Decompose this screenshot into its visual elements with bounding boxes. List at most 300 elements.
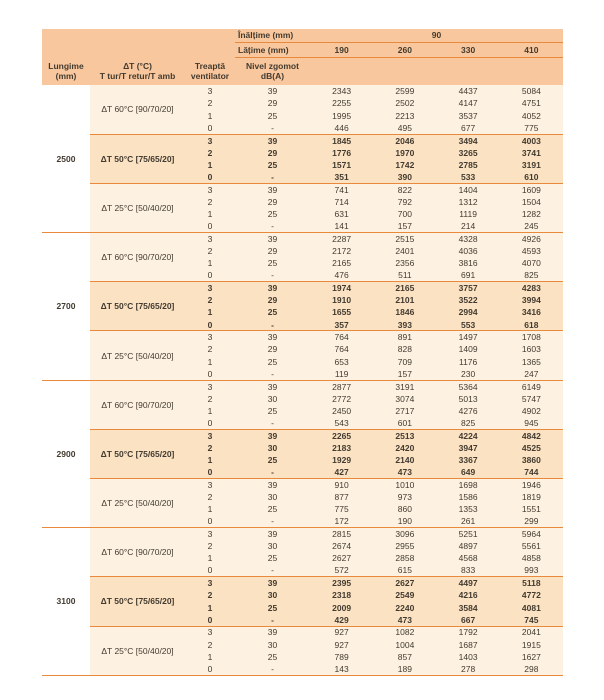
capacity-value-cell: 247 <box>500 368 563 380</box>
capacity-value-cell: 2318 <box>310 589 373 601</box>
noise-level-cell: 30 <box>235 540 310 552</box>
capacity-table <box>42 29 563 676</box>
noise-level-cell: 39 <box>235 331 310 343</box>
capacity-value-cell: 2627 <box>310 552 373 564</box>
capacity-value-cell: 2046 <box>373 134 436 146</box>
noise-level-cell: 25 <box>235 405 310 417</box>
fan-speed-cell: 0 <box>185 122 235 134</box>
capacity-value-cell: 2101 <box>373 294 436 306</box>
capacity-value-cell: 825 <box>500 269 563 281</box>
header-row-columns <box>42 57 563 85</box>
capacity-value-cell: 3947 <box>437 442 500 454</box>
noise-level-cell: 39 <box>235 134 310 146</box>
noise-level-column-header <box>235 57 310 85</box>
fan-speed-cell: 1 <box>185 503 235 515</box>
capacity-value-cell: 393 <box>373 319 436 331</box>
fan-speed-cell: 3 <box>185 233 235 245</box>
fan-speed-cell: 2 <box>185 540 235 552</box>
capacity-value-cell: 2420 <box>373 442 436 454</box>
noise-level-cell: - <box>235 319 310 331</box>
capacity-value-cell: 822 <box>373 183 436 195</box>
capacity-value-cell: 4902 <box>500 405 563 417</box>
capacity-value-cell: 5964 <box>500 528 563 540</box>
capacity-value-cell: 1974 <box>310 282 373 294</box>
capacity-value-cell: 2815 <box>310 528 373 540</box>
capacity-value-cell: 3096 <box>373 528 436 540</box>
capacity-value-cell: 2502 <box>373 97 436 109</box>
capacity-value-cell: 189 <box>373 663 436 675</box>
capacity-value-cell: 190 <box>373 515 436 527</box>
lungime-cell: 2700 <box>42 233 90 381</box>
noise-level-cell: - <box>235 417 310 429</box>
fan-speed-header-line2: ventilator <box>190 71 230 81</box>
noise-level-cell: - <box>235 466 310 478</box>
capacity-value-cell: 792 <box>373 196 436 208</box>
latime-value-260: 260 <box>373 42 436 57</box>
capacity-value-cell: 1846 <box>373 306 436 318</box>
capacity-value-cell: 429 <box>310 614 373 626</box>
capacity-value-cell: 3757 <box>437 282 500 294</box>
fan-speed-cell: 3 <box>185 577 235 589</box>
capacity-value-cell: 6149 <box>500 380 563 392</box>
header-corner-cell <box>42 29 235 57</box>
capacity-value-cell: 615 <box>373 565 436 577</box>
capacity-value-cell: 4751 <box>500 97 563 109</box>
capacity-value-cell: 618 <box>500 319 563 331</box>
noise-level-cell: 29 <box>235 196 310 208</box>
lungime-cell: 2900 <box>42 380 90 528</box>
capacity-value-cell: 4283 <box>500 282 563 294</box>
fan-speed-cell: 1 <box>185 208 235 220</box>
capacity-value-cell: 533 <box>437 171 500 183</box>
capacity-value-cell: 1571 <box>310 159 373 171</box>
fan-speed-cell: 2 <box>185 491 235 503</box>
fan-speed-cell: 2 <box>185 442 235 454</box>
capacity-value-cell: 1995 <box>310 110 373 122</box>
capacity-value-cell: 2627 <box>373 577 436 589</box>
fan-speed-cell: 3 <box>185 429 235 441</box>
noise-level-cell: 39 <box>235 380 310 392</box>
capacity-value-cell: 299 <box>500 515 563 527</box>
capacity-value-cell: 4081 <box>500 601 563 613</box>
noise-level-cell: 30 <box>235 638 310 650</box>
delta-t-group-label: ΔT 50°C [75/65/20] <box>90 134 185 183</box>
fan-speed-cell: 3 <box>185 183 235 195</box>
capacity-value-cell: 4437 <box>437 85 500 97</box>
noise-level-cell: 29 <box>235 343 310 355</box>
capacity-value-cell: 245 <box>500 220 563 232</box>
noise-level-cell: 39 <box>235 233 310 245</box>
fan-speed-cell: 0 <box>185 269 235 281</box>
capacity-value-cell: 828 <box>373 343 436 355</box>
fan-speed-cell: 1 <box>185 601 235 613</box>
fan-speed-cell: 3 <box>185 479 235 491</box>
capacity-value-cell: 877 <box>310 491 373 503</box>
capacity-value-cell: 1687 <box>437 638 500 650</box>
header-row-inaltime <box>42 29 563 42</box>
capacity-value-cell: 3860 <box>500 454 563 466</box>
capacity-value-cell: 119 <box>310 368 373 380</box>
latime-value-410: 410 <box>500 42 563 57</box>
noise-level-cell: 39 <box>235 85 310 97</box>
capacity-value-cell: 745 <box>500 614 563 626</box>
capacity-value-cell: 3494 <box>437 134 500 146</box>
capacity-value-cell: 4497 <box>437 577 500 589</box>
fan-speed-cell: 1 <box>185 405 235 417</box>
capacity-value-cell: 833 <box>437 565 500 577</box>
inaltime-value: 90 <box>310 29 563 42</box>
capacity-value-cell: 1603 <box>500 343 563 355</box>
capacity-value-cell: 825 <box>437 417 500 429</box>
capacity-value-cell: 653 <box>310 356 373 368</box>
capacity-value-cell: 1819 <box>500 491 563 503</box>
capacity-value-cell: 4052 <box>500 110 563 122</box>
noise-level-cell: - <box>235 269 310 281</box>
fan-speed-cell: 3 <box>185 626 235 638</box>
table-row <box>42 85 563 97</box>
fan-speed-cell: 0 <box>185 515 235 527</box>
fan-speed-cell: 3 <box>185 134 235 146</box>
capacity-value-cell: 511 <box>373 269 436 281</box>
noise-level-cell: 39 <box>235 183 310 195</box>
capacity-value-cell: 261 <box>437 515 500 527</box>
noise-level-cell: - <box>235 515 310 527</box>
fan-speed-cell: 2 <box>185 97 235 109</box>
capacity-value-cell: 495 <box>373 122 436 134</box>
table-row <box>42 626 563 638</box>
capacity-value-cell: 2599 <box>373 85 436 97</box>
capacity-value-cell: 1910 <box>310 294 373 306</box>
latime-value-190: 190 <box>310 42 373 57</box>
fan-speed-header-line1: Treaptă <box>194 61 226 71</box>
capacity-value-cell: 5364 <box>437 380 500 392</box>
capacity-value-cell: 857 <box>373 651 436 663</box>
capacity-value-cell: 1698 <box>437 479 500 491</box>
fan-speed-cell: 0 <box>185 466 235 478</box>
delta-t-group-label: ΔT 60°C [90/70/20] <box>90 233 185 282</box>
fan-speed-cell: 2 <box>185 638 235 650</box>
capacity-value-cell: 4036 <box>437 245 500 257</box>
capacity-value-cell: 351 <box>310 171 373 183</box>
capacity-value-cell: 1845 <box>310 134 373 146</box>
table-header <box>42 29 563 85</box>
capacity-value-cell: 157 <box>373 368 436 380</box>
capacity-value-cell: 2395 <box>310 577 373 589</box>
capacity-value-cell: 610 <box>500 171 563 183</box>
table-row <box>42 380 563 392</box>
datasheet-page <box>42 29 563 676</box>
capacity-value-cell: 2140 <box>373 454 436 466</box>
capacity-value-cell: 3367 <box>437 454 500 466</box>
capacity-value-cell: 446 <box>310 122 373 134</box>
table-row <box>42 134 563 146</box>
noise-level-cell: 25 <box>235 503 310 515</box>
capacity-value-cell: 2450 <box>310 405 373 417</box>
capacity-value-cell: 2994 <box>437 306 500 318</box>
capacity-value-cell: 427 <box>310 466 373 478</box>
noise-level-cell: - <box>235 220 310 232</box>
noise-level-cell: - <box>235 171 310 183</box>
fan-speed-cell: 2 <box>185 245 235 257</box>
fan-speed-cell: 2 <box>185 196 235 208</box>
capacity-value-cell: 357 <box>310 319 373 331</box>
capacity-value-cell: 230 <box>437 368 500 380</box>
capacity-value-cell: 927 <box>310 638 373 650</box>
noise-level-cell: - <box>235 565 310 577</box>
fan-speed-cell: 1 <box>185 552 235 564</box>
capacity-value-cell: 5747 <box>500 392 563 404</box>
noise-level-cell: 30 <box>235 442 310 454</box>
fan-speed-column-header <box>185 57 235 85</box>
delta-t-group-label: ΔT 50°C [75/65/20] <box>90 282 185 331</box>
capacity-value-cell: 1792 <box>437 626 500 638</box>
fan-speed-cell: 1 <box>185 454 235 466</box>
capacity-value-cell: 473 <box>373 466 436 478</box>
capacity-value-cell: 3265 <box>437 146 500 158</box>
noise-level-cell: 39 <box>235 479 310 491</box>
capacity-value-cell: 2858 <box>373 552 436 564</box>
capacity-value-cell: 4593 <box>500 245 563 257</box>
capacity-value-cell: 1365 <box>500 356 563 368</box>
capacity-value-cell: 1946 <box>500 479 563 491</box>
header-filler-cell <box>310 57 563 85</box>
lungime-header-line1: Lungime <box>48 61 84 71</box>
capacity-value-cell: 4897 <box>437 540 500 552</box>
fan-speed-cell: 0 <box>185 171 235 183</box>
capacity-value-cell: 945 <box>500 417 563 429</box>
delta-t-header-line2: T tur/T retur/T amb <box>99 71 176 81</box>
capacity-value-cell: 1004 <box>373 638 436 650</box>
table-row <box>42 331 563 343</box>
delta-t-group-label: ΔT 60°C [90/70/20] <box>90 380 185 429</box>
capacity-value-cell: 3584 <box>437 601 500 613</box>
noise-level-cell: 39 <box>235 429 310 441</box>
noise-level-header-line2: dB(A) <box>260 71 285 82</box>
capacity-value-cell: 667 <box>437 614 500 626</box>
capacity-value-cell: 1627 <box>500 651 563 663</box>
lungime-column-header <box>42 57 90 85</box>
delta-t-group-label: ΔT 25°C [50/40/20] <box>90 479 185 528</box>
noise-level-cell: 25 <box>235 601 310 613</box>
noise-level-cell: 30 <box>235 392 310 404</box>
capacity-value-cell: 601 <box>373 417 436 429</box>
fan-speed-cell: 3 <box>185 528 235 540</box>
capacity-value-cell: 2265 <box>310 429 373 441</box>
capacity-value-cell: 1119 <box>437 208 500 220</box>
noise-level-cell: - <box>235 614 310 626</box>
capacity-value-cell: 4216 <box>437 589 500 601</box>
capacity-value-cell: 553 <box>437 319 500 331</box>
capacity-value-cell: 1010 <box>373 479 436 491</box>
capacity-value-cell: 1915 <box>500 638 563 650</box>
capacity-value-cell: 4842 <box>500 429 563 441</box>
capacity-value-cell: 2513 <box>373 429 436 441</box>
fan-speed-cell: 0 <box>185 663 235 675</box>
noise-level-cell: 29 <box>235 146 310 158</box>
noise-level-cell: 29 <box>235 294 310 306</box>
table-row <box>42 577 563 589</box>
capacity-value-cell: 3074 <box>373 392 436 404</box>
capacity-value-cell: 691 <box>437 269 500 281</box>
capacity-value-cell: 4276 <box>437 405 500 417</box>
capacity-value-cell: 4525 <box>500 442 563 454</box>
capacity-value-cell: 1082 <box>373 626 436 638</box>
noise-level-cell: 39 <box>235 528 310 540</box>
noise-level-cell: 29 <box>235 245 310 257</box>
delta-t-column-header <box>90 57 185 85</box>
capacity-value-cell: 157 <box>373 220 436 232</box>
table-row <box>42 282 563 294</box>
capacity-value-cell: 2343 <box>310 85 373 97</box>
fan-speed-cell: 1 <box>185 159 235 171</box>
capacity-value-cell: 1403 <box>437 651 500 663</box>
delta-t-group-label: ΔT 60°C [90/70/20] <box>90 528 185 577</box>
capacity-value-cell: 1551 <box>500 503 563 515</box>
capacity-value-cell: 1176 <box>437 356 500 368</box>
capacity-value-cell: 1609 <box>500 183 563 195</box>
capacity-value-cell: 764 <box>310 331 373 343</box>
capacity-value-cell: 1504 <box>500 196 563 208</box>
capacity-value-cell: 298 <box>500 663 563 675</box>
delta-t-group-label: ΔT 25°C [50/40/20] <box>90 626 185 675</box>
capacity-value-cell: 4858 <box>500 552 563 564</box>
capacity-value-cell: 1404 <box>437 183 500 195</box>
delta-t-group-label: ΔT 60°C [90/70/20] <box>90 85 185 134</box>
fan-speed-cell: 2 <box>185 392 235 404</box>
capacity-value-cell: 1742 <box>373 159 436 171</box>
noise-level-cell: 25 <box>235 257 310 269</box>
fan-speed-cell: 3 <box>185 282 235 294</box>
capacity-value-cell: 4328 <box>437 233 500 245</box>
capacity-value-cell: 3522 <box>437 294 500 306</box>
capacity-value-cell: 775 <box>500 122 563 134</box>
fan-speed-cell: 2 <box>185 343 235 355</box>
fan-speed-cell: 0 <box>185 319 235 331</box>
fan-speed-cell: 1 <box>185 651 235 663</box>
capacity-value-cell: 214 <box>437 220 500 232</box>
capacity-value-cell: 2515 <box>373 233 436 245</box>
capacity-value-cell: 741 <box>310 183 373 195</box>
capacity-value-cell: 1353 <box>437 503 500 515</box>
capacity-value-cell: 775 <box>310 503 373 515</box>
capacity-value-cell: 4224 <box>437 429 500 441</box>
fan-speed-cell: 0 <box>185 220 235 232</box>
capacity-value-cell: 2401 <box>373 245 436 257</box>
delta-t-group-label: ΔT 25°C [50/40/20] <box>90 331 185 380</box>
capacity-value-cell: 2785 <box>437 159 500 171</box>
fan-speed-cell: 1 <box>185 257 235 269</box>
capacity-value-cell: 3537 <box>437 110 500 122</box>
capacity-value-cell: 3191 <box>500 159 563 171</box>
capacity-value-cell: 5251 <box>437 528 500 540</box>
capacity-value-cell: 4568 <box>437 552 500 564</box>
fan-speed-cell: 1 <box>185 110 235 122</box>
capacity-value-cell: 1312 <box>437 196 500 208</box>
capacity-value-cell: 2877 <box>310 380 373 392</box>
delta-t-header-line1: ΔT (°C) <box>123 61 152 71</box>
delta-t-group-label: ΔT 50°C [75/65/20] <box>90 429 185 478</box>
fan-speed-cell: 3 <box>185 331 235 343</box>
capacity-value-cell: 5561 <box>500 540 563 552</box>
lungime-cell: 2500 <box>42 85 90 233</box>
noise-level-cell: 25 <box>235 651 310 663</box>
capacity-value-cell: 700 <box>373 208 436 220</box>
capacity-value-cell: 2955 <box>373 540 436 552</box>
capacity-value-cell: 2255 <box>310 97 373 109</box>
delta-t-group-label: ΔT 25°C [50/40/20] <box>90 183 185 232</box>
capacity-value-cell: 2165 <box>373 282 436 294</box>
capacity-value-cell: 1970 <box>373 146 436 158</box>
capacity-value-cell: 278 <box>437 663 500 675</box>
capacity-value-cell: 4147 <box>437 97 500 109</box>
capacity-value-cell: 789 <box>310 651 373 663</box>
capacity-value-cell: 473 <box>373 614 436 626</box>
capacity-value-cell: 1497 <box>437 331 500 343</box>
capacity-value-cell: 714 <box>310 196 373 208</box>
noise-level-cell: 29 <box>235 97 310 109</box>
capacity-value-cell: 649 <box>437 466 500 478</box>
fan-speed-cell: 1 <box>185 306 235 318</box>
noise-level-cell: - <box>235 122 310 134</box>
table-body <box>42 85 563 675</box>
capacity-value-cell: 5084 <box>500 85 563 97</box>
capacity-value-cell: 910 <box>310 479 373 491</box>
capacity-value-cell: 677 <box>437 122 500 134</box>
noise-level-cell: 39 <box>235 282 310 294</box>
latime-label: Lățime (mm) <box>235 42 310 57</box>
noise-level-cell: - <box>235 663 310 675</box>
capacity-value-cell: 2674 <box>310 540 373 552</box>
capacity-value-cell: 390 <box>373 171 436 183</box>
table-row <box>42 429 563 441</box>
capacity-value-cell: 2287 <box>310 233 373 245</box>
capacity-value-cell: 4926 <box>500 233 563 245</box>
capacity-value-cell: 476 <box>310 269 373 281</box>
capacity-value-cell: 141 <box>310 220 373 232</box>
noise-level-cell: 25 <box>235 552 310 564</box>
capacity-value-cell: 1776 <box>310 146 373 158</box>
capacity-value-cell: 4003 <box>500 134 563 146</box>
table-row <box>42 528 563 540</box>
capacity-value-cell: 3994 <box>500 294 563 306</box>
fan-speed-cell: 2 <box>185 146 235 158</box>
noise-level-cell: 25 <box>235 208 310 220</box>
noise-level-cell: 25 <box>235 454 310 466</box>
capacity-value-cell: 2717 <box>373 405 436 417</box>
capacity-value-cell: 709 <box>373 356 436 368</box>
fan-speed-cell: 1 <box>185 356 235 368</box>
capacity-value-cell: 3816 <box>437 257 500 269</box>
lungime-header-line2: (mm) <box>55 71 77 81</box>
capacity-value-cell: 3416 <box>500 306 563 318</box>
capacity-value-cell: 4070 <box>500 257 563 269</box>
noise-level-cell: 30 <box>235 589 310 601</box>
capacity-value-cell: 1929 <box>310 454 373 466</box>
noise-level-cell: 25 <box>235 110 310 122</box>
capacity-value-cell: 2549 <box>373 589 436 601</box>
noise-level-cell: 30 <box>235 491 310 503</box>
fan-speed-cell: 3 <box>185 380 235 392</box>
capacity-value-cell: 172 <box>310 515 373 527</box>
capacity-value-cell: 2356 <box>373 257 436 269</box>
capacity-value-cell: 744 <box>500 466 563 478</box>
table-row <box>42 479 563 491</box>
capacity-value-cell: 1655 <box>310 306 373 318</box>
fan-speed-cell: 2 <box>185 294 235 306</box>
capacity-value-cell: 3191 <box>373 380 436 392</box>
noise-level-cell: - <box>235 368 310 380</box>
fan-speed-cell: 0 <box>185 368 235 380</box>
